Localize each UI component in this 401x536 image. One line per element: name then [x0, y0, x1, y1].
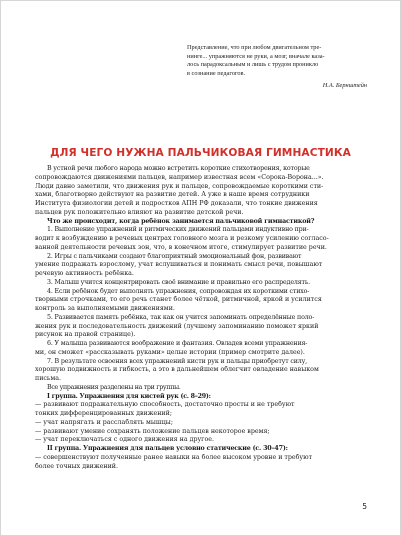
body-line: I группа. Упражнения для кистей рук (с. 8–29): [47, 392, 211, 400]
body-line: Люди давно заметили, что движения рук и пальцев, сопровождаемые короткими сти- [35, 182, 324, 190]
body-line: водит к возбуждению в речевых центрах головного мозга и резкому усилению согласо- [35, 235, 329, 242]
body-line: ми, он сможет «рассказывать руками» целые истории (пример смотрите далее). [35, 348, 305, 356]
epigraph-line: лось парадоксальным и лишь с трудом проникло [187, 61, 319, 69]
body-line: жения рук и последовательность движений (лучшему запоминанию поможет яркий [35, 322, 319, 330]
body-line: 2. Игры с пальчиками создают благоприятный эмоциональный фон, развивают [47, 252, 302, 260]
section-heading: ДЛЯ ЧЕГО НУЖНА ПАЛЬЧИКОВАЯ ГИМНАСТИКА [50, 147, 351, 159]
epigraph-line: нинге... упражняются не руки, а мозг, вначале каза- [187, 52, 325, 60]
body-line: ванной деятельности речевых зон, что, в конечном итоге, стимулирует развитие речи. [35, 243, 327, 251]
body-line: сопровождаются движениями пальцев, например известная всем «Сорока-Ворона...». [35, 173, 324, 181]
body-line: — развивают умение сохранять положение пальцев некоторое время; [35, 427, 270, 435]
body-line: рисунок на правой странице). [35, 331, 136, 339]
body-line: 5. Развивается память ребёнка, так как он учится запоминать определённые поло- [47, 313, 315, 321]
body-line: 3. Малыш учится концентрировать своё внимание и правильно его распределять. [47, 278, 310, 286]
body-line: Все упражнения разделены на три группы. [47, 383, 181, 391]
body-line: речевую активность ребёнка. [35, 270, 134, 277]
body-line: пальцев рук положительно влияют на развитие детской речи. [35, 208, 244, 216]
body-line: Института физиологии детей и подростков АПН РФ доказали, что тонкие движения [35, 200, 318, 207]
body-line: — учат переключаться с одного движения на другое. [35, 436, 215, 444]
body-line: Что же происходит, когда ребёнок занимается пальчиковой гимнастикой? [47, 217, 315, 225]
body-line: хами, благотворно действуют на развитие детей. А уже в наше время сотрудники [35, 191, 310, 199]
epigraph [187, 44, 367, 91]
page-number: 5 [362, 502, 367, 511]
body-line: — совершенствуют полученные ранее навыки на более высоком уровне и требуют [35, 453, 313, 461]
body-line: творными строчками, то его речь станет более чёткой, ритмичной, яркой и усилится [35, 296, 322, 304]
body-line: тонких дифференцированных движений; [35, 410, 172, 417]
body-line: письма. [35, 375, 62, 382]
body-line: 7. В результате освоения всех упражнений кисти рук и пальцы приобретут силу, [47, 357, 308, 365]
body-line: В устной речи любого народа можно встретить короткие стихотворения, которые [47, 165, 310, 172]
body-line: хорошую подвижность и гибкость, а это в дальнейшем облегчит овладение навыком [35, 366, 319, 374]
epigraph-line: в сознание педагогов. [187, 69, 246, 77]
body-text [35, 165, 367, 471]
epigraph-line: Представление, что при любом двигательном тре- [187, 44, 322, 51]
body-line: контроль за выполняемыми движениями. [35, 305, 175, 312]
body-line: — учат напрягать и расслаблять мышцы; [35, 418, 173, 426]
body-line: II группа. Упражнения для пальцев условно статические (с. 30–47): [47, 445, 288, 452]
epigraph-author: Н.А. Бернштейн [322, 82, 367, 90]
body-line: — развивают подражательную способность, достаточно просты и не требуют [35, 401, 295, 409]
body-line: умение подражать взрослому, учат вслушиваться и понимать смысл речи, повышают [35, 261, 323, 269]
body-line: 6. У малыша развиваются воображение и фантазия. Овладев всеми упражнения- [47, 340, 308, 347]
body-line: 4. Если ребёнок будет выполнять упражнения, сопровождая их короткими стихо- [47, 287, 310, 295]
body-line: 1. Выполнение упражнений и ритмических движений пальцами индуктивно при- [47, 226, 309, 234]
body-line: более точных движений. [35, 462, 118, 470]
